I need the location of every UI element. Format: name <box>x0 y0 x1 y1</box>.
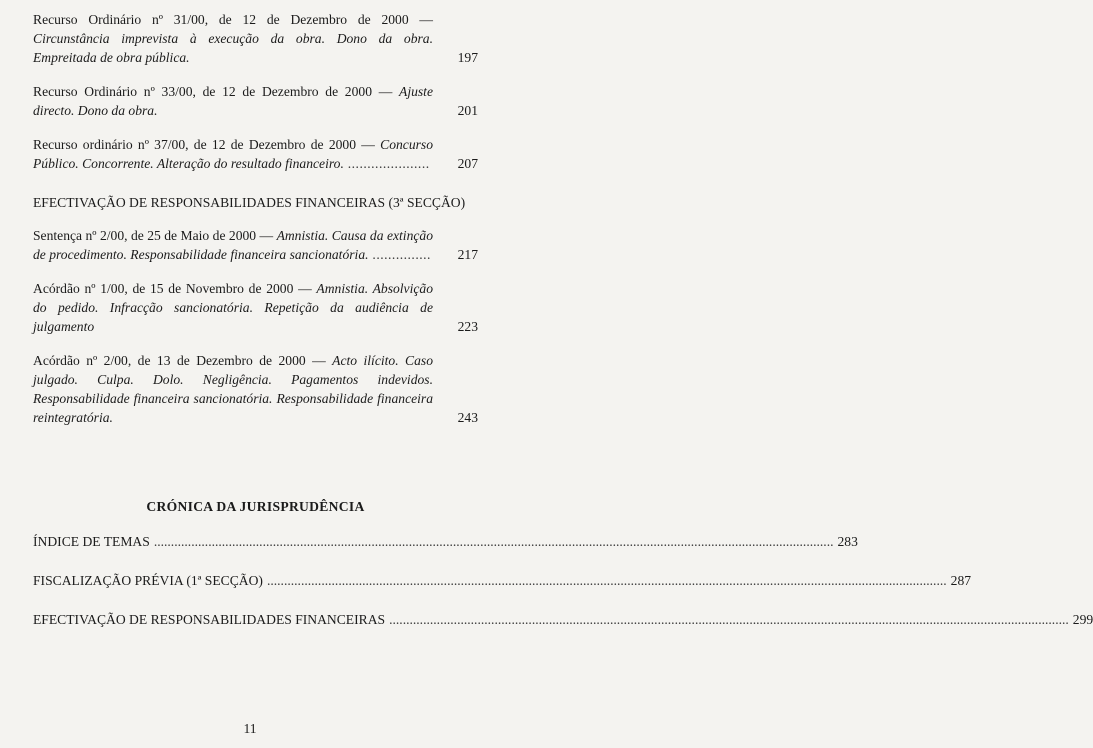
entry-page-number: 201 <box>457 103 478 118</box>
toc-item <box>33 532 858 551</box>
entry-page-number: 197 <box>457 50 478 65</box>
toc-label: FISCALIZAÇÃO PRÉVIA (1ª SECÇÃO) <box>33 573 263 588</box>
entry-reference: Recurso ordinário nº 37/00, de 12 de Dezembro de 2000 — <box>33 137 381 152</box>
entry-page-number: 223 <box>457 319 478 334</box>
entry-subject: Amnistia. Absolvição do pedido. Infracção sancionatória. Repetição da audiência de julgamento <box>33 281 433 334</box>
toc-label: EFECTIVAÇÃO DE RESPONSABILIDADES FINANCEIRAS <box>33 612 386 627</box>
entry-reference: Recurso Ordinário nº 31/00, de 12 de Dezembro de 2000 — <box>33 12 433 27</box>
entry-reference: Acórdão nº 1/00, de 15 de Novembro de 2000 — <box>33 281 317 296</box>
entry-subject: Ajuste directo. Dono da obra. <box>33 84 433 118</box>
toc-list <box>33 532 1093 629</box>
page-number: 11 <box>243 721 257 736</box>
entries-list <box>33 10 478 173</box>
entry <box>33 135 478 173</box>
dot-leader: ........................................................................................................................................................................................................ <box>153 534 834 549</box>
toc-page-number: 283 <box>837 534 858 549</box>
section-entries-list <box>33 226 478 427</box>
entry-text <box>33 226 433 264</box>
entry-text <box>33 351 433 427</box>
dot-leader: ..................... <box>343 156 430 171</box>
entry <box>33 10 478 67</box>
entry-subject: Amnistia. Causa da extinção de procedimento. Responsabilidade financeira sancionatória. <box>33 228 433 262</box>
entry-text <box>33 82 433 120</box>
entry-page-number: 207 <box>457 156 478 171</box>
entry-subject: Circunstância imprevista à execução da obra. Dono da obra. Empreitada de obra pública. <box>33 31 433 65</box>
entry-text <box>33 135 433 173</box>
entry <box>33 82 478 120</box>
section-heading: EFECTIVAÇÃO DE RESPONSABILIDADES FINANCEIRAS (3ª SECÇÃO) <box>33 195 466 210</box>
document-page <box>33 10 1093 649</box>
toc-item <box>33 571 972 590</box>
entry <box>33 279 478 336</box>
toc-item <box>33 610 1093 629</box>
entry-subject: Concurso Público. Concorrente. Alteração do resultado financeiro. <box>33 137 433 171</box>
entry <box>33 351 478 427</box>
entry-subject: Acto ilícito. Caso julgado. Culpa. Dolo. Negligência. Pagamentos indevidos. Responsabilidade financeira sancionatória. Responsabilidade financeira reintegratória. <box>33 353 433 425</box>
entry-text <box>33 10 433 67</box>
entry-reference: Recurso Ordinário nº 33/00, de 12 de Dezembro de 2000 — <box>33 84 400 99</box>
entry-reference: Acórdão nº 2/00, de 13 de Dezembro de 2000 — <box>33 353 333 368</box>
entry-page-number: 243 <box>457 410 478 425</box>
toc-page-number: 287 <box>950 573 972 588</box>
dot-leader: ........................................................................................................................................................................................................ <box>389 612 1069 627</box>
entry-page-number: 217 <box>457 247 478 262</box>
dot-leader: ............... <box>368 247 431 262</box>
entry-reference: Sentença nº 2/00, de 25 de Maio de 2000 — <box>33 228 277 243</box>
dot-leader: ........................................................................................................................................................................................................ <box>266 573 947 588</box>
entry-text <box>33 279 433 336</box>
toc-label: ÍNDICE DE TEMAS <box>33 534 150 549</box>
toc-page-number: 299 <box>1072 612 1093 627</box>
cronica-title: CRÓNICA DA JURISPRUDÊNCIA <box>146 499 365 514</box>
entry <box>33 226 478 264</box>
